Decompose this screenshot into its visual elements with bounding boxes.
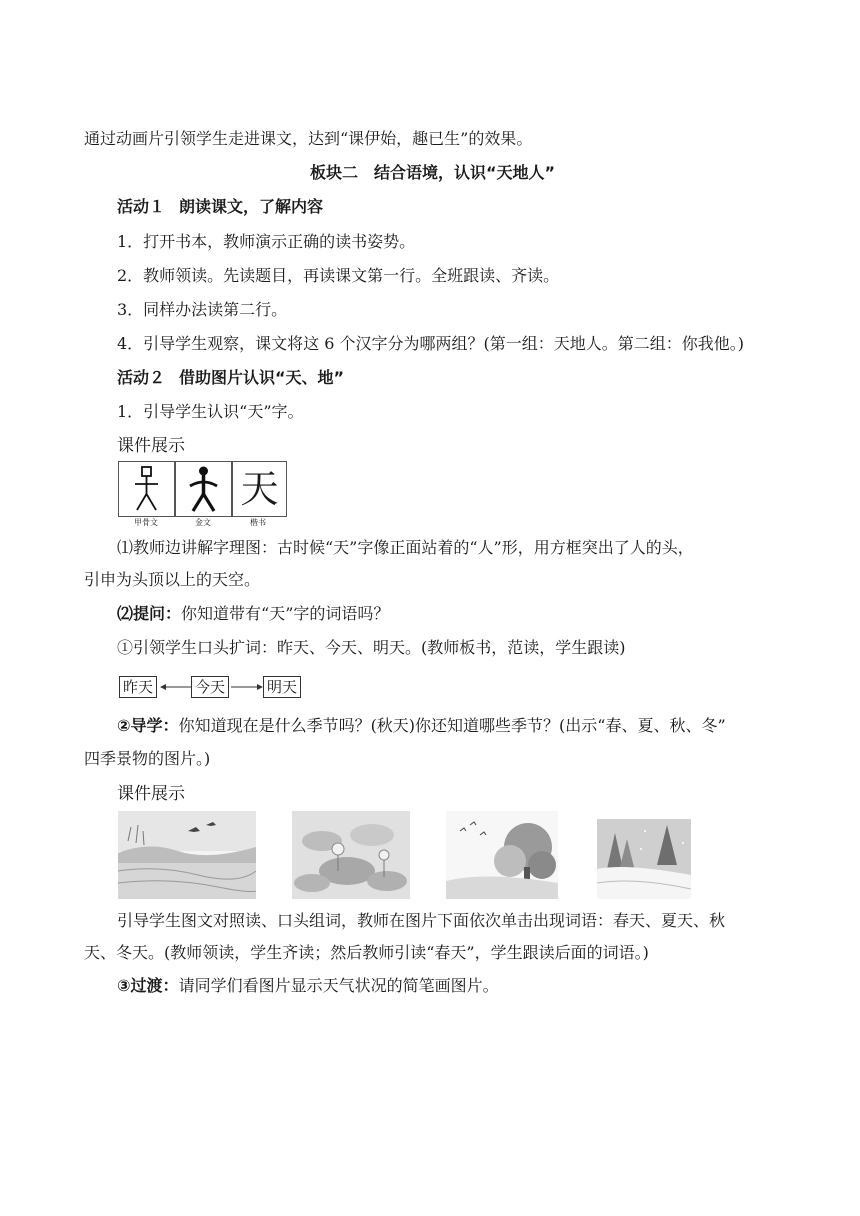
kaishu-char: 天	[240, 467, 279, 511]
activity-2-label: 活动２	[117, 368, 166, 387]
caption-oracle-bone: 甲骨文	[134, 518, 158, 527]
reading-paragraph-line-2: 天、冬天。(教师领读，学生齐读；然后教师引读“春天”，学生跟读后面的词语。)	[84, 943, 649, 962]
reading-paragraph-line-1: 引导学生图文对照读、口头组词，教师在图片下面依次单击出现词语：春天、夏天、秋	[117, 911, 726, 930]
oracle-bone-glyph	[118, 461, 175, 517]
courseware-label-1: 课件展示	[117, 436, 185, 456]
question-2-text: 你知道带有“天”字的词语吗？	[181, 604, 390, 623]
caption-bronze: 金文	[195, 518, 211, 527]
word-box-jintian: 今天	[191, 676, 229, 698]
courseware-label-2: 课件展示	[117, 784, 185, 804]
word-box-zuotian: 昨天	[119, 676, 157, 698]
step-3: 3．同样办法读第二行。	[117, 300, 288, 319]
caption-kaishu: 楷书	[250, 518, 266, 527]
explanation-line-2: 引申为头顶以上的天空。	[84, 570, 261, 589]
question-2-label: ⑵提问：	[117, 604, 182, 623]
guide-line-1	[117, 715, 726, 737]
activity-2-step-1: 1．引导学生认识“天”字。	[117, 402, 304, 421]
spring-scene-image	[118, 811, 256, 899]
activity-2-heading	[117, 367, 344, 389]
activity-2-title: 借助图片认识“天、地”	[179, 368, 345, 387]
transition-label: ③过渡：	[117, 976, 179, 995]
kaishu-glyph	[232, 461, 287, 517]
step-2: 2．教师领读。先读题目，再读课文第一行。全班跟读、齐读。	[117, 266, 560, 285]
intro-paragraph: 通过动画片引领学生走进课文，达到“课伊始，趣已生”的效果。	[84, 129, 533, 148]
item-1: ①引领学生口头扩词：昨天、今天、明天。(教师板书，范读，学生跟读)	[117, 638, 626, 657]
guide-text-a: 你知道现在是什么季节吗？(秋天)你还知道哪些季节？(出示“春、夏、秋、冬”	[178, 716, 726, 735]
guide-label: ②导学：	[117, 716, 179, 735]
explanation-line-1: ⑴教师边讲解字理图：古时候“天”字像正面站着的“人”形，用方框突出了人的头，	[117, 538, 694, 557]
word-box-mingtian: 明天	[263, 676, 301, 698]
autumn-scene-image	[446, 811, 558, 899]
activity-1-heading	[117, 196, 323, 218]
chain-arrows	[158, 678, 268, 696]
question-2	[117, 603, 389, 625]
step-1: 1．打开书本，教师演示正确的读书姿势。	[117, 232, 416, 251]
step-4: 4．引导学生观察，课文将这 6 个汉字分为哪两组？(第一组：天地人。第二组：你我他。)	[117, 334, 745, 353]
section-heading: 板块二 结合语境，认识“天地人”	[310, 163, 556, 182]
transition	[117, 975, 499, 997]
activity-1-label: 活动１	[117, 197, 166, 216]
transition-text: 请同学们看图片显示天气状况的简笔画图片。	[178, 976, 499, 995]
winter-scene-image	[597, 819, 691, 899]
activity-1-title: 朗读课文，了解内容	[179, 197, 324, 216]
summer-scene-image	[292, 811, 410, 899]
guide-line-2: 四季景物的图片。)	[84, 749, 211, 768]
bronze-glyph	[175, 461, 232, 517]
